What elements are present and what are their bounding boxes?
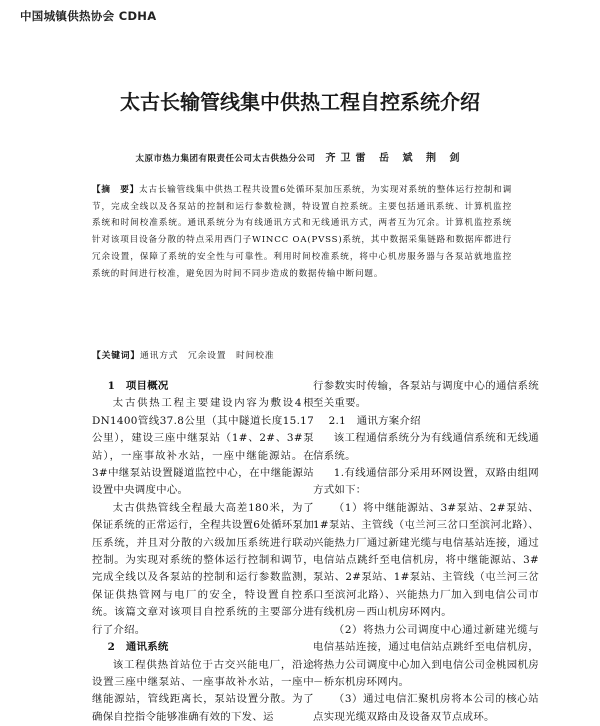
subsection-heading: 2.1 通讯方案介绍 bbox=[313, 413, 539, 430]
paragraph: 1.有线通信部分采用环网设置，双路由组网方式如下： bbox=[313, 465, 539, 500]
affiliation: 太原市热力集团有限责任公司太古供热分公司 bbox=[136, 154, 316, 164]
author-line bbox=[0, 149, 600, 164]
keywords-text: 通讯方式 冗余设置 时间校准 bbox=[140, 351, 274, 361]
paragraph: （2）将热力公司调度中心通过新建光缆与电信基站连接，通过电信站点跳纤至电信机房，将热力公司调度中心加入到电信公司金桃园机房－桥东机房环网内。 bbox=[313, 622, 539, 692]
paragraph: 太古供热工程主要建设内容为敷设4根DN1400管线37.8公里（其中隧道长度15.17公里），建设三座中继泵站（1#、2#、3#泵站），一座事故补水站，一座中继能源站。在3#中继泵站设置隧道监控中心，在中继能源站设置中央调度中心。 bbox=[92, 395, 314, 499]
paper-title: 太古长输管线集中供热工程自控系统介绍 bbox=[0, 86, 600, 115]
paragraph: 行参数实时传输，各泵站与调度中心的通信系统至关重要。 bbox=[313, 378, 539, 413]
section-heading-2: 2 通讯系统 bbox=[92, 639, 314, 656]
publisher-header: 中国城镇供热协会 CDHA bbox=[20, 8, 156, 24]
paragraph: 太古供热管线全程最大高差180米，为了保证系统的正常运行，全程共设置6处循环泵加压系统，并且对分散的六级加压系统进行联动控制。为实现对系统的整体运行控制和调节，完成全线以及各泵站的控制和运行参数监测，保证供热管网与电厂的安全，特设置自控系统。该篇文章对该项目自控系统的主要部分进行了介绍。 bbox=[92, 500, 314, 639]
paragraph: 该工程通信系统分为有线通信系统和无线通信系统。 bbox=[313, 430, 539, 465]
keywords bbox=[92, 348, 512, 361]
author-names: 齐卫雷 岳 斌 荆 剑 bbox=[326, 153, 465, 164]
right-column bbox=[313, 378, 539, 726]
paragraph: 该工程供热首站位于古交兴能电厂，沿途设置三座中继泵站、一座事故补水站，一座中继能源站，管线距离长，泵站设置分散。为了确保自控指令能够准确有效的下发、运 bbox=[92, 657, 314, 726]
abstract-label: 【摘 要】 bbox=[92, 185, 139, 195]
paragraph: （3）通过电信汇聚机房将本公司的核心站点实现光缆双路由及设备双节点成环。 bbox=[313, 691, 539, 726]
abstract-text: 太古长输管线集中供热工程共设置6处循环泵加压系统，为实现对系统的整体运行控制和调节，完成全线以及各泵站的控制和运行参数检测，特设置自控系统。主要包括通讯系统、计算机监控系统和时间校准系统。通讯系统分为有线通讯方式和无线通讯方式，两者互为冗余。计算机监控系统针对该项目设备分散的特点采用西门子WINCC OA(PVSS)系统，其中数据采集链路和数据库都进行冗余设置，保障了系统的安全性与可靠性。利用时间校准系统，将中心机房服务器与各泵站就地监控系统的时间进行校准，避免因为时间不同步造成的数据传输中断问题。 bbox=[92, 185, 512, 279]
section-heading-1: 1 项目概况 bbox=[92, 378, 314, 395]
keywords-label: 【关键词】 bbox=[92, 351, 140, 361]
left-column bbox=[92, 378, 314, 726]
abstract bbox=[92, 182, 512, 282]
paragraph: （1）将中继能源站、3#泵站、2#泵站、1#泵站、主管线（屯兰河三岔口至滨河北路）、兴能热力厂通过新建光缆与电信基站连接，通过电信站点跳纤至电信机房，将中继能源站、3#泵站、2#泵站、1#泵站、主管线（屯兰河三岔口至滨河北路）、兴能热力厂加入到电信公司市有线机房－西山机房环网内。 bbox=[313, 500, 539, 622]
